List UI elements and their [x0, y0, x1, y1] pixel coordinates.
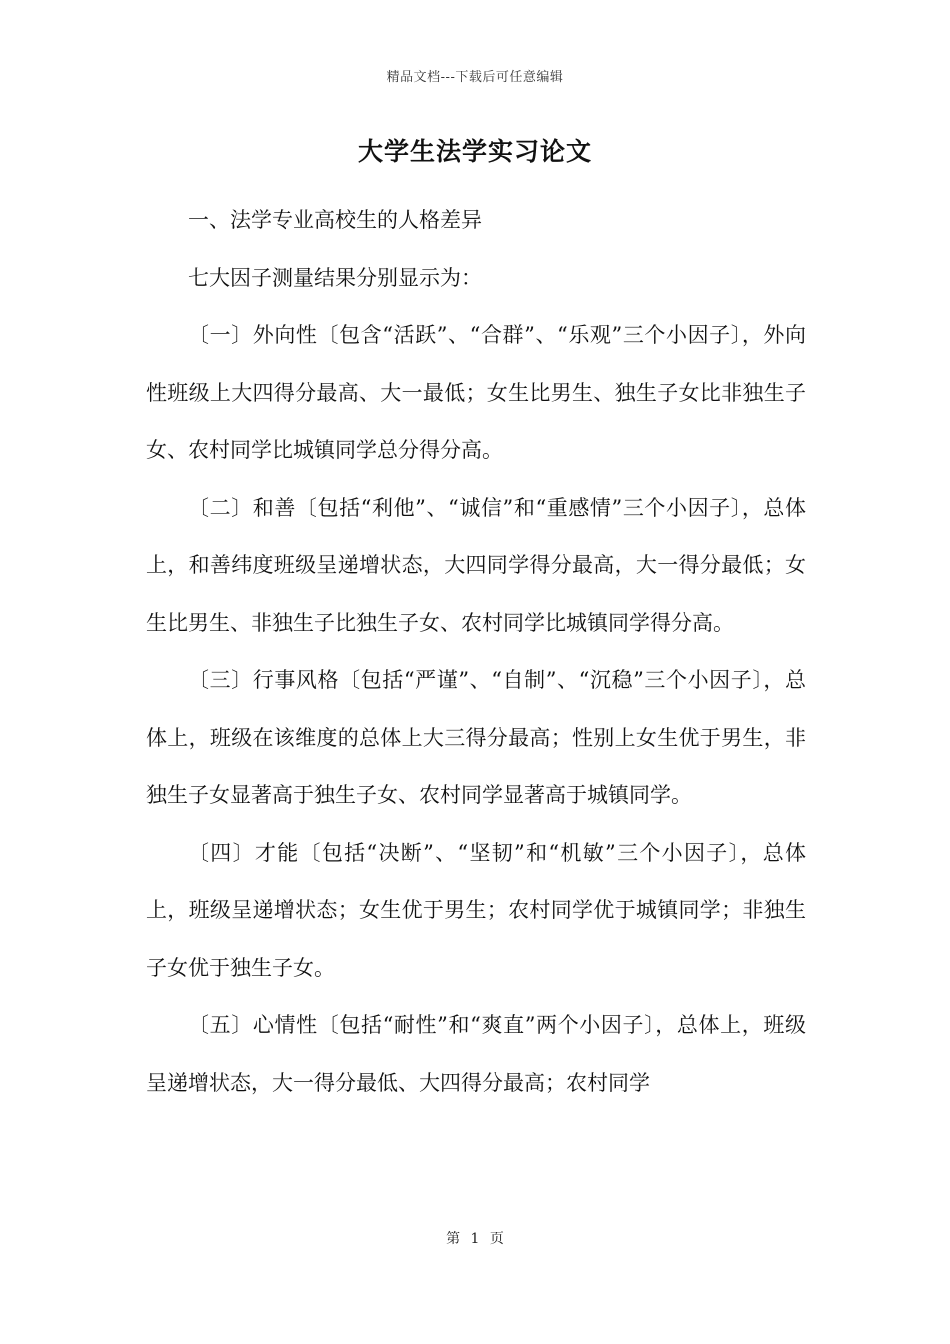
body-paragraph: 〔二〕和善〔包括“利他”、“诚信”和“重感情”三个小因子〕，总体上，和善纬度班级呈递增状态，大四同学得分最高，大一得分最低；女生比男生、非独生子比独生子女、农村同学比城镇同学得分高。 [146, 495, 806, 635]
page-number-prefix: 第 [446, 1231, 461, 1247]
page-number: 1 [470, 1231, 480, 1247]
body-paragraph: 〔三〕行事风格〔包括“严谨”、“自制”、“沉稳”三个小因子〕，总体上，班级在该维度的总体上大三得分最高；性别上女生优于男生，非独生子女显著高于独生子女、农村同学显著高于城镇同学。 [146, 668, 806, 807]
section-heading: 一、法学专业高校生的人格差异 [188, 208, 482, 232]
body-paragraph: 〔五〕心情性〔包括“耐性”和“爽直”两个小因子〕，总体上，班级呈递增状态，大一得分最低、大四得分最高；农村同学 [146, 1013, 806, 1095]
body-paragraph: 〔四〕才能〔包括“决断”、“坚韧”和“机敏”三个小因子〕，总体上，班级呈递增状态；女生优于男生；农村同学优于城镇同学；非独生子女优于独生子女。 [146, 840, 806, 980]
document-title: 大学生法学实习论文 [357, 137, 592, 166]
page-number-suffix: 页 [489, 1231, 504, 1247]
page-footer [0, 1228, 950, 1248]
document-body [146, 192, 806, 1112]
body-paragraph: 〔一〕外向性〔包含“活跃”、“合群”、“乐观”三个小因子〕，外向性班级上大四得分最高、大一最低；女生比男生、独生子女比非独生子女、农村同学比城镇同学总分得分高。 [146, 323, 806, 462]
body-paragraph: 七大因子测量结果分别显示为： [188, 265, 482, 290]
header-note: 精品文档---下载后可任意编辑 [386, 70, 564, 85]
